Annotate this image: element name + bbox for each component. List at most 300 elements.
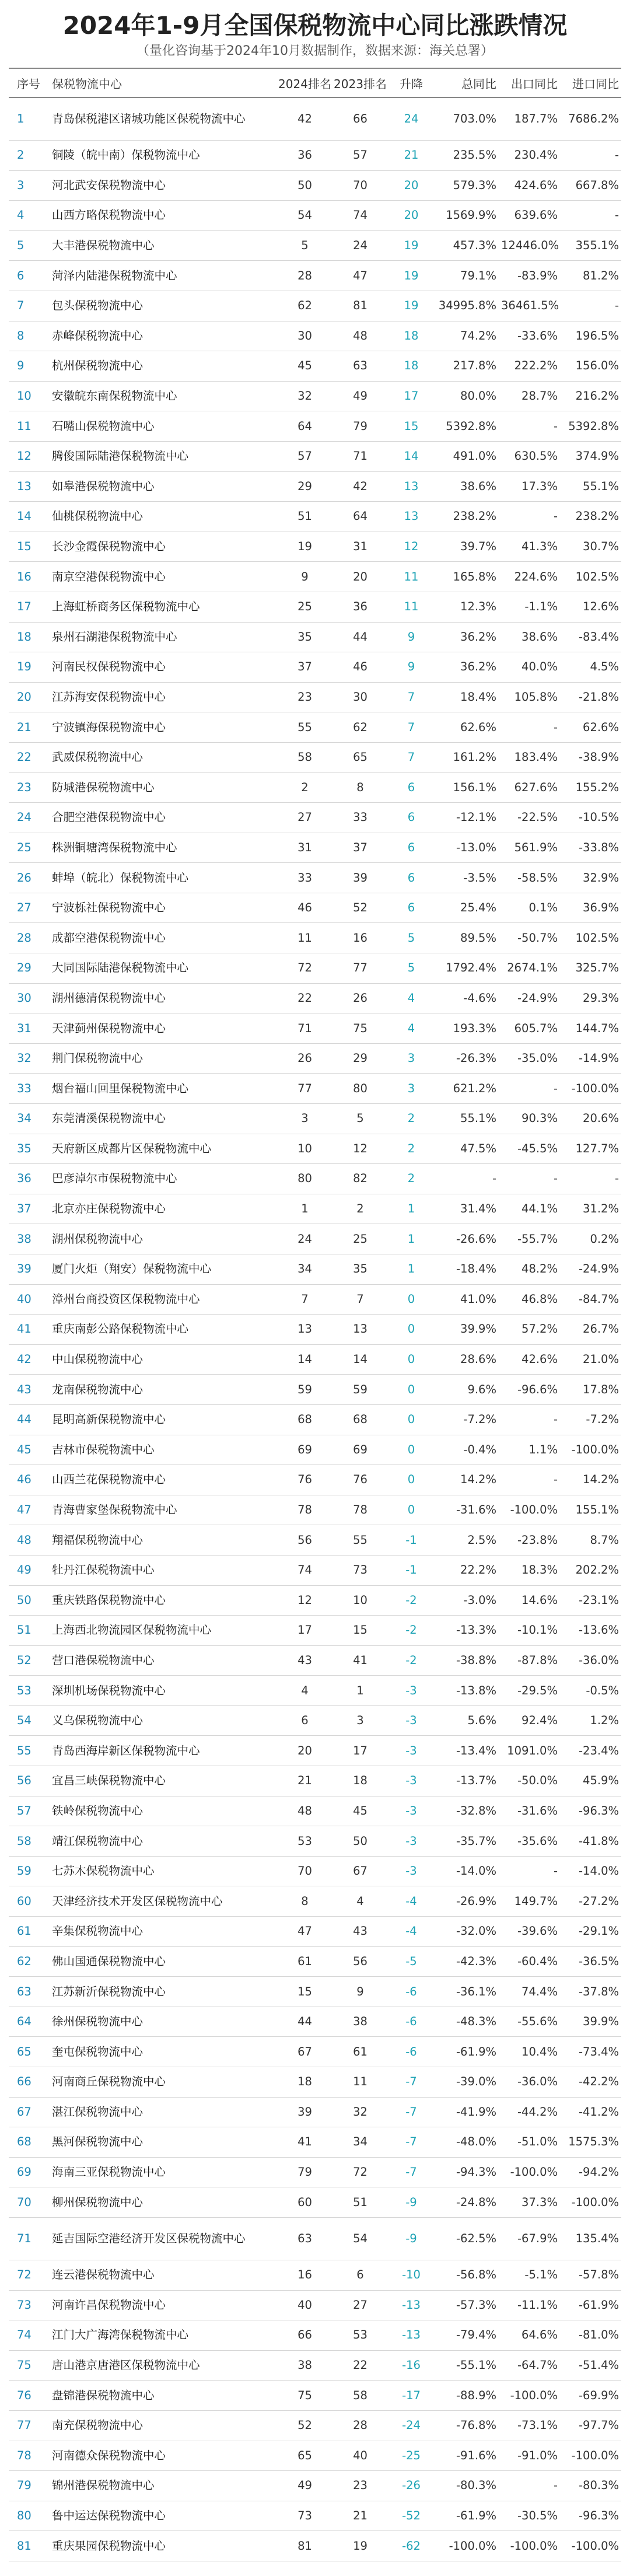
row-index: 81	[9, 2531, 50, 2561]
table-row	[9, 1254, 621, 1284]
total-yoy: 89.5%	[435, 923, 499, 953]
rank-2023: 1	[332, 1676, 388, 1706]
header-rank-2023: 2023排名	[332, 68, 388, 97]
center-name: 黑河保税物流中心	[50, 2127, 277, 2158]
import-yoy: -33.8%	[560, 833, 621, 863]
rank-2023: 6	[332, 2260, 388, 2290]
total-yoy: 161.2%	[435, 742, 499, 773]
import-yoy: 5392.8%	[560, 411, 621, 442]
export-yoy: -35.6%	[499, 1826, 560, 1857]
rank-2024: 34	[277, 1254, 332, 1284]
table-row	[9, 2157, 621, 2187]
rank-2024: 59	[277, 1375, 332, 1405]
rank-change: -1	[388, 1525, 435, 1556]
rank-2024: 72	[277, 953, 332, 984]
table-row	[9, 1736, 621, 1766]
row-index: 28	[9, 923, 50, 953]
total-yoy: 38.6%	[435, 471, 499, 502]
center-name: 重庆南彭公路保税物流中心	[50, 1315, 277, 1345]
rank-2023: 10	[332, 1585, 388, 1616]
rank-2024: 4	[277, 1676, 332, 1706]
import-yoy: 36.9%	[560, 893, 621, 923]
rank-2024: 27	[277, 803, 332, 833]
center-name: 青岛保税港区诸城功能区保税物流中心	[50, 97, 277, 141]
center-name: 蚌埠（皖北）保税物流中心	[50, 863, 277, 893]
total-yoy: 491.0%	[435, 441, 499, 471]
total-yoy: -14.0%	[435, 1856, 499, 1886]
import-yoy: 55.1%	[560, 471, 621, 502]
export-yoy: -51.0%	[499, 2127, 560, 2158]
rank-2024: 3	[277, 1104, 332, 1134]
rank-change: 4	[388, 983, 435, 1013]
rank-2023: 30	[332, 682, 388, 712]
total-yoy: -24.8%	[435, 2187, 499, 2218]
table-row	[9, 1104, 621, 1134]
total-yoy: -39.0%	[435, 2067, 499, 2098]
rank-change: 2	[388, 1104, 435, 1134]
center-name: 大同国际陆港保税物流中心	[50, 953, 277, 984]
import-yoy: 4.5%	[560, 652, 621, 683]
import-yoy: -100.0%	[560, 2531, 621, 2561]
center-name: 青海曹家堡保税物流中心	[50, 1495, 277, 1525]
import-yoy: 155.2%	[560, 773, 621, 803]
export-yoy: -24.9%	[499, 983, 560, 1013]
rank-2024: 64	[277, 411, 332, 442]
rank-change: -62	[388, 2531, 435, 2561]
table-body	[9, 97, 621, 2561]
export-yoy: 183.4%	[499, 742, 560, 773]
export-yoy: -	[499, 1465, 560, 1495]
import-yoy: 30.7%	[560, 532, 621, 562]
center-name: 河北武安保税物流中心	[50, 170, 277, 201]
total-yoy: 22.2%	[435, 1555, 499, 1585]
rank-2023: 33	[332, 803, 388, 833]
rank-2024: 78	[277, 1495, 332, 1525]
export-yoy: 424.6%	[499, 170, 560, 201]
row-index: 32	[9, 1043, 50, 1074]
rank-change: 6	[388, 773, 435, 803]
center-name: 重庆铁路保税物流中心	[50, 1585, 277, 1616]
row-index: 79	[9, 2471, 50, 2501]
rank-2023: 39	[332, 863, 388, 893]
export-yoy: -44.2%	[499, 2097, 560, 2127]
total-yoy: -55.1%	[435, 2350, 499, 2381]
export-yoy: 38.6%	[499, 622, 560, 652]
row-index: 26	[9, 863, 50, 893]
import-yoy: -57.8%	[560, 2260, 621, 2290]
rank-2024: 70	[277, 1856, 332, 1886]
rank-2024: 30	[277, 321, 332, 351]
center-name: 河南德众保税物流中心	[50, 2441, 277, 2471]
table-row	[9, 1284, 621, 1315]
import-yoy: -	[560, 291, 621, 321]
rank-2024: 81	[277, 2531, 332, 2561]
row-index: 23	[9, 773, 50, 803]
row-index: 56	[9, 1766, 50, 1796]
row-index: 58	[9, 1826, 50, 1857]
row-index: 3	[9, 170, 50, 201]
total-yoy: -13.0%	[435, 833, 499, 863]
center-name: 河南民权保税物流中心	[50, 652, 277, 683]
import-yoy: -36.5%	[560, 1946, 621, 1977]
export-yoy: -10.1%	[499, 1616, 560, 1646]
row-index: 50	[9, 1585, 50, 1616]
row-index: 37	[9, 1194, 50, 1224]
table-row	[9, 983, 621, 1013]
rank-change: 2	[388, 1164, 435, 1194]
rank-change: -1	[388, 1555, 435, 1585]
rank-2024: 22	[277, 983, 332, 1013]
import-yoy: -100.0%	[560, 1074, 621, 1104]
rank-2024: 65	[277, 2441, 332, 2471]
import-yoy: 144.7%	[560, 1013, 621, 1044]
center-name: 唐山港京唐港区保税物流中心	[50, 2350, 277, 2381]
row-index: 53	[9, 1676, 50, 1706]
rank-2024: 15	[277, 1977, 332, 2007]
rank-change: -6	[388, 1977, 435, 2007]
row-index: 73	[9, 2290, 50, 2320]
row-index: 13	[9, 471, 50, 502]
total-yoy: 41.0%	[435, 1284, 499, 1315]
row-index: 54	[9, 1705, 50, 1736]
total-yoy: -26.9%	[435, 1886, 499, 1917]
center-name: 江苏新沂保税物流中心	[50, 1977, 277, 2007]
export-yoy: -	[499, 1074, 560, 1104]
total-yoy: -13.3%	[435, 1616, 499, 1646]
center-name: 赤峰保税物流中心	[50, 321, 277, 351]
table-row	[9, 1224, 621, 1254]
total-yoy: -3.0%	[435, 1585, 499, 1616]
row-index: 78	[9, 2441, 50, 2471]
import-yoy: -41.8%	[560, 1826, 621, 1857]
export-yoy: 639.6%	[499, 201, 560, 231]
total-yoy: -100.0%	[435, 2531, 499, 2561]
row-index: 38	[9, 1224, 50, 1254]
rank-change: -2	[388, 1645, 435, 1676]
center-name: 七苏木保税物流中心	[50, 1856, 277, 1886]
import-yoy: 14.2%	[560, 1465, 621, 1495]
table-row	[9, 1013, 621, 1044]
import-yoy: 1.2%	[560, 1705, 621, 1736]
table-row	[9, 1315, 621, 1345]
row-index: 47	[9, 1495, 50, 1525]
rank-2024: 31	[277, 833, 332, 863]
rank-2023: 80	[332, 1074, 388, 1104]
export-yoy: -55.7%	[499, 1224, 560, 1254]
table-row	[9, 502, 621, 532]
import-yoy: -14.0%	[560, 1856, 621, 1886]
center-name: 河南许昌保税物流中心	[50, 2290, 277, 2320]
rank-2023: 72	[332, 2157, 388, 2187]
total-yoy: -80.3%	[435, 2471, 499, 2501]
rank-2023: 15	[332, 1616, 388, 1646]
center-name: 腾俊国际陆港保税物流中心	[50, 441, 277, 471]
total-yoy: -48.0%	[435, 2127, 499, 2158]
export-yoy: -73.1%	[499, 2410, 560, 2441]
table-row	[9, 201, 621, 231]
row-index: 69	[9, 2157, 50, 2187]
export-yoy: -45.5%	[499, 1134, 560, 1164]
rank-change: 4	[388, 1013, 435, 1044]
import-yoy: 8.7%	[560, 1525, 621, 1556]
row-index: 9	[9, 351, 50, 382]
rank-change: 5	[388, 953, 435, 984]
total-yoy: -13.8%	[435, 1676, 499, 1706]
rank-2024: 52	[277, 2410, 332, 2441]
import-yoy: -0.5%	[560, 1676, 621, 1706]
header-total-yoy: 总同比	[435, 68, 499, 97]
import-yoy: -7.2%	[560, 1404, 621, 1435]
total-yoy: 235.5%	[435, 141, 499, 171]
center-name: 鲁中运达保税物流中心	[50, 2501, 277, 2531]
center-name: 重庆果园保税物流中心	[50, 2531, 277, 2561]
table-row	[9, 1194, 621, 1224]
export-yoy: -30.5%	[499, 2501, 560, 2531]
rank-change: 24	[388, 97, 435, 141]
row-index: 34	[9, 1104, 50, 1134]
rank-2024: 21	[277, 1766, 332, 1796]
export-yoy: 90.3%	[499, 1104, 560, 1134]
total-yoy: 47.5%	[435, 1134, 499, 1164]
table-row	[9, 2410, 621, 2441]
rank-change: -7	[388, 2097, 435, 2127]
row-index: 6	[9, 261, 50, 291]
table-row	[9, 1977, 621, 2007]
center-name: 荆门保税物流中心	[50, 1043, 277, 1074]
row-index: 77	[9, 2410, 50, 2441]
rank-2024: 73	[277, 2501, 332, 2531]
row-index: 72	[9, 2260, 50, 2290]
import-yoy: -100.0%	[560, 2187, 621, 2218]
import-yoy: 7686.2%	[560, 97, 621, 141]
row-index: 25	[9, 833, 50, 863]
rank-2023: 32	[332, 2097, 388, 2127]
center-name: 上海虹桥商务区保税物流中心	[50, 592, 277, 622]
export-yoy: -23.8%	[499, 1525, 560, 1556]
import-yoy: -51.4%	[560, 2350, 621, 2381]
rank-change: 3	[388, 1074, 435, 1104]
header-export-yoy: 出口同比	[499, 68, 560, 97]
center-name: 株洲铜塘湾保税物流中心	[50, 833, 277, 863]
rank-2023: 7	[332, 1284, 388, 1315]
export-yoy: 630.5%	[499, 441, 560, 471]
rank-2024: 38	[277, 2350, 332, 2381]
rank-2023: 12	[332, 1134, 388, 1164]
export-yoy: -35.0%	[499, 1043, 560, 1074]
import-yoy: 355.1%	[560, 230, 621, 261]
center-name: 北京亦庄保税物流中心	[50, 1194, 277, 1224]
total-yoy: 165.8%	[435, 562, 499, 592]
rank-2023: 81	[332, 291, 388, 321]
rank-change: -9	[388, 2187, 435, 2218]
import-yoy: 81.2%	[560, 261, 621, 291]
import-yoy: -100.0%	[560, 2441, 621, 2471]
rank-change: 18	[388, 351, 435, 382]
table-row	[9, 291, 621, 321]
import-yoy: -81.0%	[560, 2320, 621, 2351]
total-yoy: 36.2%	[435, 652, 499, 683]
rank-2023: 4	[332, 1886, 388, 1917]
total-yoy: -94.3%	[435, 2157, 499, 2187]
table-row	[9, 923, 621, 953]
import-yoy: -96.3%	[560, 1796, 621, 1826]
rank-change: -3	[388, 1676, 435, 1706]
total-yoy: -26.3%	[435, 1043, 499, 1074]
export-yoy: -1.1%	[499, 592, 560, 622]
total-yoy: -4.6%	[435, 983, 499, 1013]
table-row	[9, 141, 621, 171]
rank-2024: 48	[277, 1796, 332, 1826]
rank-2024: 56	[277, 1525, 332, 1556]
total-yoy: 217.8%	[435, 351, 499, 382]
rank-2024: 60	[277, 2187, 332, 2218]
rank-change: 19	[388, 261, 435, 291]
center-name: 南充保税物流中心	[50, 2410, 277, 2441]
table-row	[9, 532, 621, 562]
import-yoy: -61.9%	[560, 2290, 621, 2320]
import-yoy: 29.3%	[560, 983, 621, 1013]
rank-2024: 53	[277, 1826, 332, 1857]
row-index: 45	[9, 1435, 50, 1465]
export-yoy: -55.6%	[499, 2007, 560, 2037]
total-yoy: -12.1%	[435, 803, 499, 833]
rank-change: -25	[388, 2441, 435, 2471]
center-name: 包头保税物流中心	[50, 291, 277, 321]
export-yoy: 44.1%	[499, 1194, 560, 1224]
rank-2023: 43	[332, 1917, 388, 1947]
total-yoy: -42.3%	[435, 1946, 499, 1977]
rank-2024: 36	[277, 141, 332, 171]
rank-change: -2	[388, 1585, 435, 1616]
center-name: 徐州保税物流中心	[50, 2007, 277, 2037]
rank-2024: 13	[277, 1315, 332, 1345]
table-row	[9, 2097, 621, 2127]
import-yoy: 325.7%	[560, 953, 621, 984]
center-name: 烟台福山回里保税物流中心	[50, 1074, 277, 1104]
rank-change: 0	[388, 1495, 435, 1525]
table-row	[9, 712, 621, 743]
export-yoy: -64.7%	[499, 2350, 560, 2381]
table-row	[9, 863, 621, 893]
rank-2023: 71	[332, 441, 388, 471]
row-index: 71	[9, 2217, 50, 2260]
total-yoy: -13.4%	[435, 1736, 499, 1766]
rank-change: 11	[388, 562, 435, 592]
table-row	[9, 562, 621, 592]
rank-2024: 7	[277, 1284, 332, 1315]
rank-2024: 43	[277, 1645, 332, 1676]
import-yoy: -14.9%	[560, 1043, 621, 1074]
total-yoy: -88.9%	[435, 2381, 499, 2411]
center-name: 中山保税物流中心	[50, 1344, 277, 1375]
rank-change: -26	[388, 2471, 435, 2501]
table-row	[9, 1856, 621, 1886]
row-index: 30	[9, 983, 50, 1013]
rank-change: 0	[388, 1375, 435, 1405]
center-name: 柳州保税物流中心	[50, 2187, 277, 2218]
table-row	[9, 261, 621, 291]
export-yoy: 57.2%	[499, 1315, 560, 1345]
rank-2024: 17	[277, 1616, 332, 1646]
table-row	[9, 230, 621, 261]
rank-2024: 19	[277, 532, 332, 562]
rank-change: 20	[388, 170, 435, 201]
center-name: 大丰港保税物流中心	[50, 230, 277, 261]
import-yoy: 135.4%	[560, 2217, 621, 2260]
export-yoy: -100.0%	[499, 2381, 560, 2411]
rank-change: 7	[388, 712, 435, 743]
rank-change: -7	[388, 2067, 435, 2098]
table-row	[9, 1917, 621, 1947]
rank-change: 0	[388, 1435, 435, 1465]
import-yoy: 216.2%	[560, 381, 621, 411]
table-row	[9, 441, 621, 471]
center-name: 南京空港保税物流中心	[50, 562, 277, 592]
rank-2023: 66	[332, 97, 388, 141]
table-row	[9, 1525, 621, 1556]
rank-change: 9	[388, 652, 435, 683]
table-row	[9, 2037, 621, 2067]
export-yoy: -11.1%	[499, 2290, 560, 2320]
rank-2023: 9	[332, 1977, 388, 2007]
row-index: 8	[9, 321, 50, 351]
center-name: 翔福保税物流中心	[50, 1525, 277, 1556]
rank-2024: 80	[277, 1164, 332, 1194]
row-index: 74	[9, 2320, 50, 2351]
export-yoy: -50.7%	[499, 923, 560, 953]
export-yoy: 42.6%	[499, 1344, 560, 1375]
center-name: 铁岭保税物流中心	[50, 1796, 277, 1826]
center-name: 佛山国通保税物流中心	[50, 1946, 277, 1977]
import-yoy: 12.6%	[560, 592, 621, 622]
center-name: 铜陵（皖中南）保税物流中心	[50, 141, 277, 171]
export-yoy: 0.1%	[499, 893, 560, 923]
export-yoy: -100.0%	[499, 2531, 560, 2561]
rank-2023: 57	[332, 141, 388, 171]
import-yoy: -69.9%	[560, 2381, 621, 2411]
total-yoy: -91.6%	[435, 2441, 499, 2471]
export-yoy: 92.4%	[499, 1705, 560, 1736]
rank-change: 9	[388, 622, 435, 652]
export-yoy: -91.0%	[499, 2441, 560, 2471]
import-yoy: 102.5%	[560, 562, 621, 592]
rank-2024: 50	[277, 170, 332, 201]
center-name: 盘锦港保税物流中心	[50, 2381, 277, 2411]
row-index: 16	[9, 562, 50, 592]
table-row	[9, 381, 621, 411]
rank-2023: 49	[332, 381, 388, 411]
export-yoy: 17.3%	[499, 471, 560, 502]
table-row	[9, 833, 621, 863]
table-row	[9, 1705, 621, 1736]
total-yoy: -41.9%	[435, 2097, 499, 2127]
export-yoy: -	[499, 1404, 560, 1435]
table-row	[9, 1495, 621, 1525]
rank-change: 0	[388, 1465, 435, 1495]
rank-change: -4	[388, 1917, 435, 1947]
center-name: 天府新区成都片区保税物流中心	[50, 1134, 277, 1164]
total-yoy: 579.3%	[435, 170, 499, 201]
rank-2023: 20	[332, 562, 388, 592]
rank-2024: 75	[277, 2381, 332, 2411]
rank-change: 6	[388, 803, 435, 833]
total-yoy: -31.6%	[435, 1495, 499, 1525]
row-index: 48	[9, 1525, 50, 1556]
row-index: 21	[9, 712, 50, 743]
total-yoy: 39.9%	[435, 1315, 499, 1345]
import-yoy: -38.9%	[560, 742, 621, 773]
rank-change: -6	[388, 2037, 435, 2067]
